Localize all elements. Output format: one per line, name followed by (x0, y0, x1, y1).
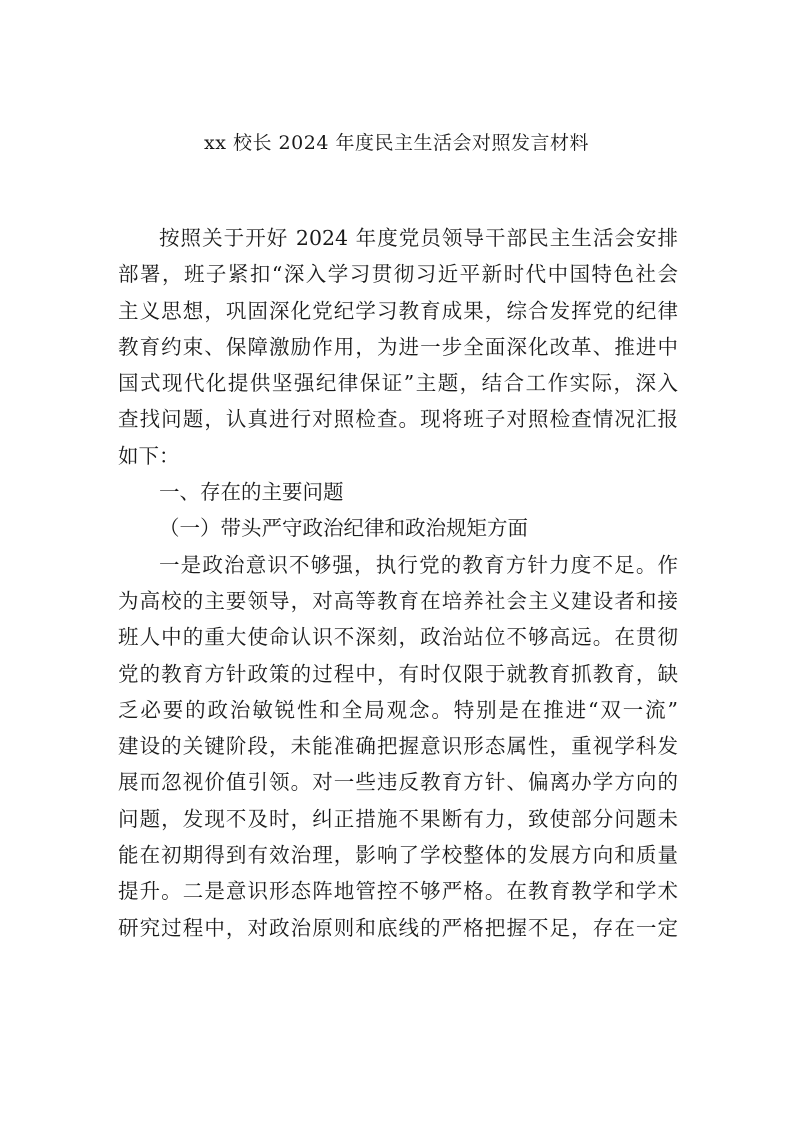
section-heading: 一、存在的主要问题 (159, 480, 344, 505)
body-line: 主义思想，巩固深化党纪学习教育成果，综合发挥党的纪律 (118, 298, 678, 323)
body-line: 按照关于开好 2024 年度党员领导干部民主生活会安排 (159, 226, 678, 250)
body-line: 建设的关键阶段，未能准确把握意识形态属性，重视学科发 (118, 734, 678, 759)
document-body (118, 220, 678, 946)
body-line: 研究过程中，对政治原则和底线的严格把握不足，存在一定 (118, 915, 678, 940)
body-line: 国式现代化提供坚强纪律保证”主题，结合工作实际，深入 (118, 371, 678, 396)
body-line: 如下： (118, 443, 180, 468)
body-line: 查找问题，认真进行对照检查。现将班子对照检查情况汇报 (118, 407, 678, 432)
body-line: 班人中的重大使命认识不深刻，政治站位不够高远。在贯彻 (118, 625, 678, 650)
body-line: 乏必要的政治敏锐性和全局观念。特别是在推进“双一流” (118, 697, 678, 722)
body-line: 党的教育方针政策的过程中，有时仅限于就教育抓教育，缺 (118, 661, 678, 686)
body-line: 教育约束、保障激励作用，为进一步全面深化改革、推进中 (118, 334, 678, 359)
body-line: 提升。二是意识形态阵地管控不够严格。在教育教学和学术 (118, 879, 678, 904)
document-title: xx 校长 2024 年度民主生活会对照发言材料 (204, 132, 589, 154)
subsection-heading: （一）带头严守政治纪律和政治规矩方面 (159, 516, 528, 541)
body-line: 问题，发现不及时，纠正措施不果断有力，致使部分问题未 (118, 806, 678, 831)
body-line: 展而忽视价值引领。对一些违反教育方针、偏离办学方向的 (118, 770, 678, 795)
body-line: 部署，班子紧扣“深入学习贯彻习近平新时代中国特色社会 (118, 262, 678, 287)
body-line: 一是政治意识不够强，执行党的教育方针力度不足。作 (159, 552, 678, 577)
body-line: 能在初期得到有效治理，影响了学校整体的发展方向和质量 (118, 843, 678, 868)
body-line: 为高校的主要领导，对高等教育在培养社会主义建设者和接 (118, 588, 678, 613)
